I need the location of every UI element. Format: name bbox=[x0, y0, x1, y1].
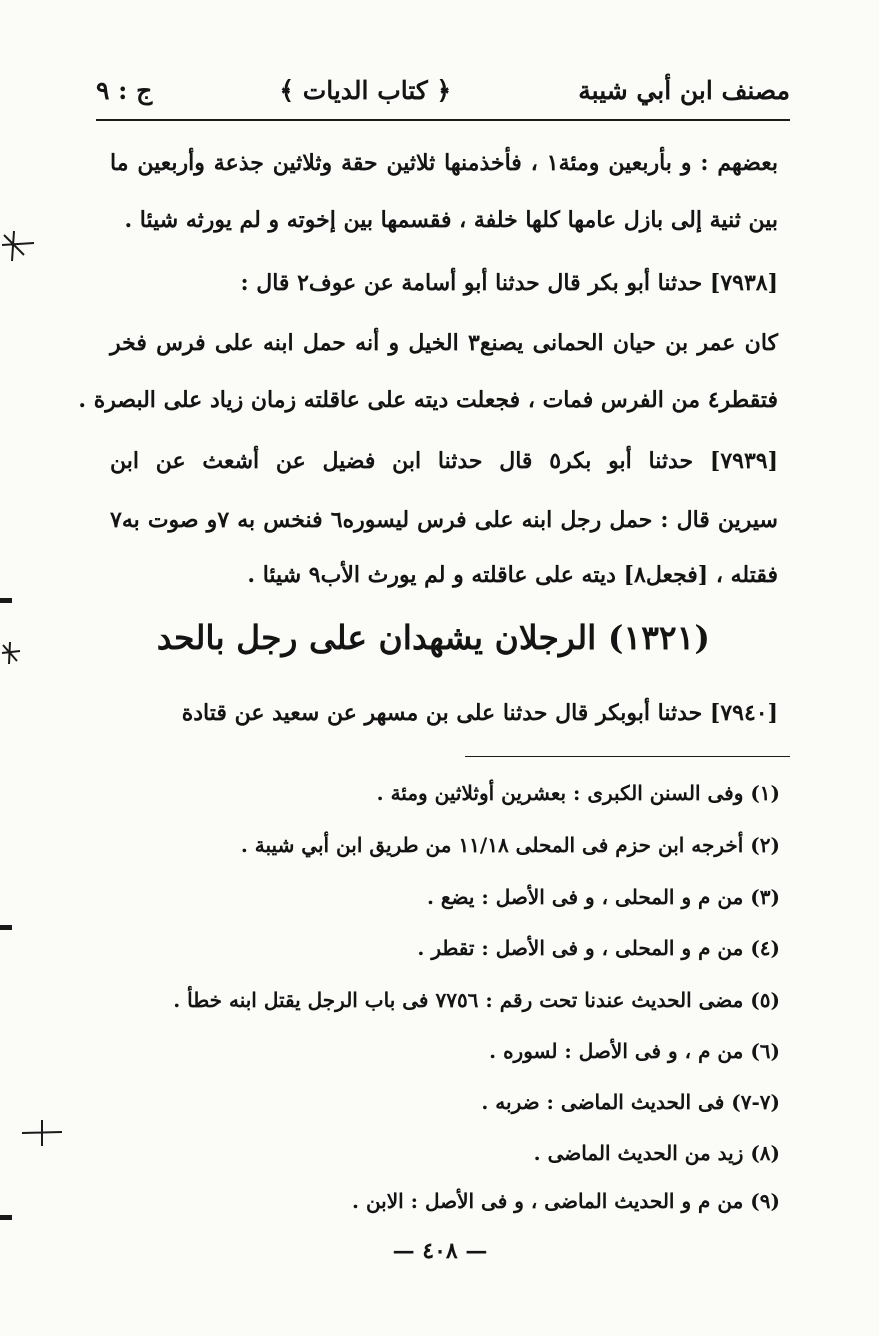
header-rule bbox=[96, 119, 790, 121]
section-heading: (١٣٢١) الرجلان يشهدان على رجل بالحد bbox=[156, 618, 710, 657]
volume-number: ج : ٩ bbox=[96, 75, 153, 105]
hadith-7940-line: [٧٩٤٠] حدثنا أبوبكر قال حدثنا على بن مسهر عن سعيد عن قتادة bbox=[181, 700, 778, 726]
hadith-7939-line: [٧٩٣٩] حدثنا أبو بكر٥ قال حدثنا ابن فضيل عن أشعث عن ابن bbox=[110, 448, 778, 474]
dash-mark bbox=[0, 923, 14, 933]
footnote: (٢) أخرجه ابن حزم فى المحلى ١١/١٨ من طريق ابن أبي شيبة . bbox=[240, 833, 780, 857]
body-line: بين ثنية إلى بازل عامها كلها خلفة ، فقسمها بين إخوته و لم يورثه شيئا . bbox=[124, 207, 778, 233]
body-line: بعضهم : و بأربعين ومئة١ ، فأخذمنها ثلاثين حقة وثلاثين جذعة وأربعين ما bbox=[110, 150, 778, 176]
page-number: — ٤٠٨ — bbox=[392, 1238, 488, 1264]
footnote: (٥) مضى الحديث عندنا تحت رقم : ٧٧٥٦ فى باب الرجل يقتل ابنه خطأ . bbox=[173, 988, 780, 1012]
footnote-rule bbox=[465, 756, 790, 757]
footnote: (٣) من م و المحلى ، و فى الأصل : يضع . bbox=[426, 885, 780, 909]
footnote: (٤) من م و المحلى ، و فى الأصل : تقطر . bbox=[417, 936, 780, 960]
footnote: (٩) من م و الحديث الماضى ، و فى الأصل : الابن . bbox=[352, 1189, 780, 1213]
chapter-title: ﴿ كتاب الديات ﴾ bbox=[279, 75, 452, 105]
footnote: (٦) من م ، و فى الأصل : لسوره . bbox=[489, 1039, 780, 1063]
body-line: كان عمر بن حيان الحمانى يصنع٣ الخيل و أنه حمل ابنه على فرس فخر bbox=[110, 330, 778, 356]
star-mark bbox=[0, 640, 22, 666]
dash-mark bbox=[0, 1213, 14, 1223]
star-mark bbox=[20, 1118, 64, 1148]
running-header bbox=[96, 68, 790, 112]
footnote: (١) وفى السنن الكبرى : بعشرين أوثلاثين ومئة . bbox=[376, 781, 780, 805]
footnote: (٧-٧) فى الحديث الماضى : ضربه . bbox=[481, 1090, 780, 1114]
footnote: (٨) زيد من الحديث الماضى . bbox=[533, 1141, 780, 1165]
star-mark bbox=[0, 225, 36, 265]
body-line: فقتله ، [فجعل٨] ديته على عاقلته و لم يورث الأب٩ شيئا . bbox=[247, 562, 778, 588]
book-title: مصنف ابن أبي شيبة bbox=[578, 75, 790, 105]
dash-mark bbox=[0, 596, 14, 606]
body-line: سيرين قال : حمل رجل ابنه على فرس ليسوره٦ فنخس به ٧و صوت به٧ bbox=[110, 507, 778, 533]
body-line: فتقطر٤ من الفرس فمات ، فجعلت ديته على عاقلته زمان زياد على البصرة . bbox=[78, 387, 778, 413]
hadith-7938-line: [٧٩٣٨] حدثنا أبو بكر قال حدثنا أبو أسامة عن عوف٢ قال : bbox=[240, 270, 778, 296]
